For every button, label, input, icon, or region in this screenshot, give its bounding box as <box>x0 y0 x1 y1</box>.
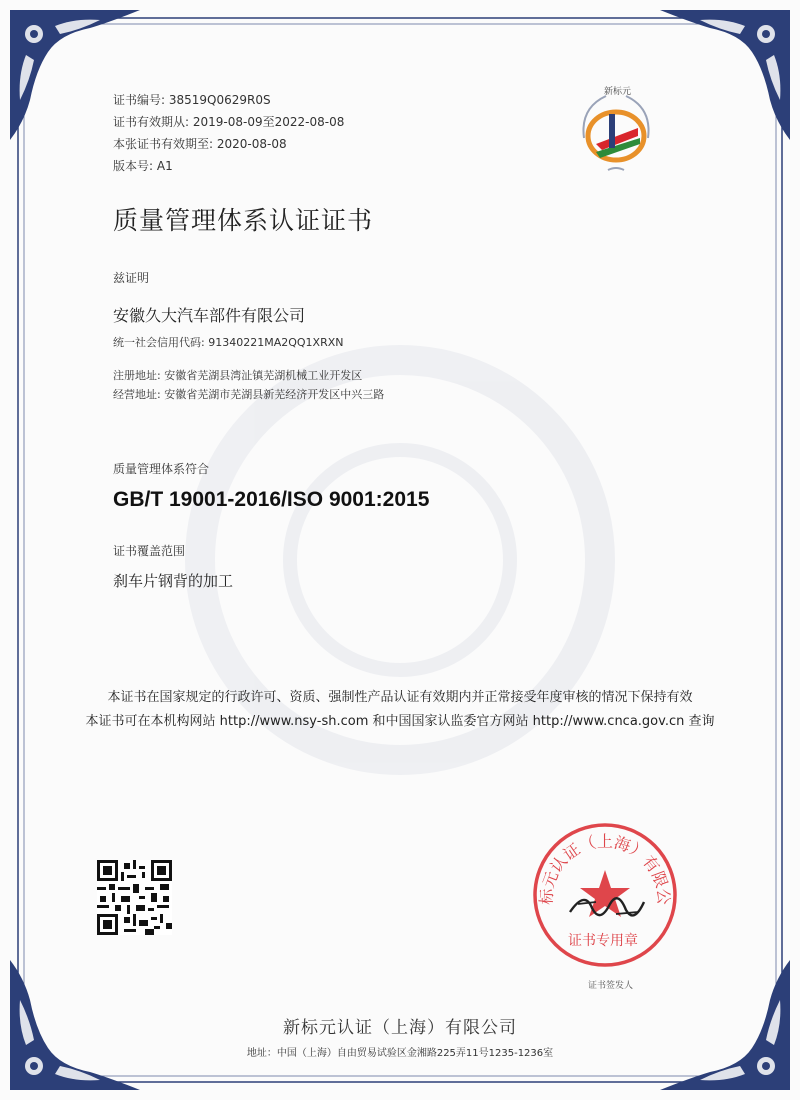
logo-text: 新标元 <box>604 87 632 97</box>
qr-code-icon <box>97 860 172 939</box>
corner-ornament-icon <box>650 0 800 150</box>
scope-text: 刹车片钢背的加工 <box>113 572 234 590</box>
op-address-line <box>113 386 384 402</box>
hereby-text: 兹证明 <box>113 271 150 285</box>
standard-name: GB/T 19001-2016/ISO 9001:2015 <box>113 488 430 511</box>
validity-line <box>113 113 344 130</box>
version-value: A1 <box>156 159 173 173</box>
cert-number: 38519Q0629R0S <box>168 93 271 107</box>
cert-number-label: 证书编号: <box>113 93 166 107</box>
notice-line-1: 本证书在国家规定的行政许可、资质、强制性产品认证有效期内并正常接受年度审核的情况下保持有效 <box>107 690 693 705</box>
company-seal <box>530 820 680 970</box>
version-label: 版本号: <box>113 159 154 173</box>
reg-address-line <box>113 367 362 383</box>
seal-bottom-text: 证书专用章 <box>568 933 638 949</box>
validity-value: 2019-08-09至2022-08-08 <box>192 115 345 129</box>
company-name: 安徽久大汽车部件有限公司 <box>113 306 306 325</box>
credit-code-label: 统一社会信用代码: <box>113 336 205 349</box>
op-address: 安徽省芜湖市芜湖县新芜经济开发区中兴三路 <box>164 388 385 401</box>
conforms-label: 质量管理体系符合 <box>113 462 210 476</box>
op-address-label: 经营地址: <box>113 388 161 401</box>
version-line <box>113 157 173 174</box>
signer-label: 证书签发人 <box>588 981 634 991</box>
reg-address: 安徽省芜湖县湾沚镇芜湖机械工业开发区 <box>164 369 363 382</box>
certificate-title: 质量管理体系认证证书 <box>113 206 374 235</box>
credit-code: 91340221MA2QQ1XRXN <box>208 336 344 349</box>
scope-label: 证书覆盖范围 <box>113 544 186 558</box>
seal-text: 标元认证（上海）有限公 <box>536 832 674 906</box>
this-validity-line <box>113 135 287 152</box>
notice-line-2: 本证书可在本机构网站 http://www.nsy-sh.com 和中国国家认监委官方网站 http://www.cnca.gov.cn 查询 <box>85 714 715 729</box>
issuer-address: 地址：中国（上海）自由贸易试验区金湘路225弄11号1235-1236室 <box>246 1048 554 1059</box>
validity-label: 证书有效期从: <box>113 115 190 129</box>
issuer-name: 新标元认证（上海）有限公司 <box>283 1018 517 1038</box>
credit-code-line <box>113 334 343 350</box>
this-validity-label: 本张证书有效期至: <box>113 137 214 151</box>
reg-address-label: 注册地址: <box>113 369 161 382</box>
cert-number-line <box>113 91 271 108</box>
this-validity-value: 2020-08-08 <box>216 137 287 151</box>
nsy-logo-icon <box>566 78 666 178</box>
